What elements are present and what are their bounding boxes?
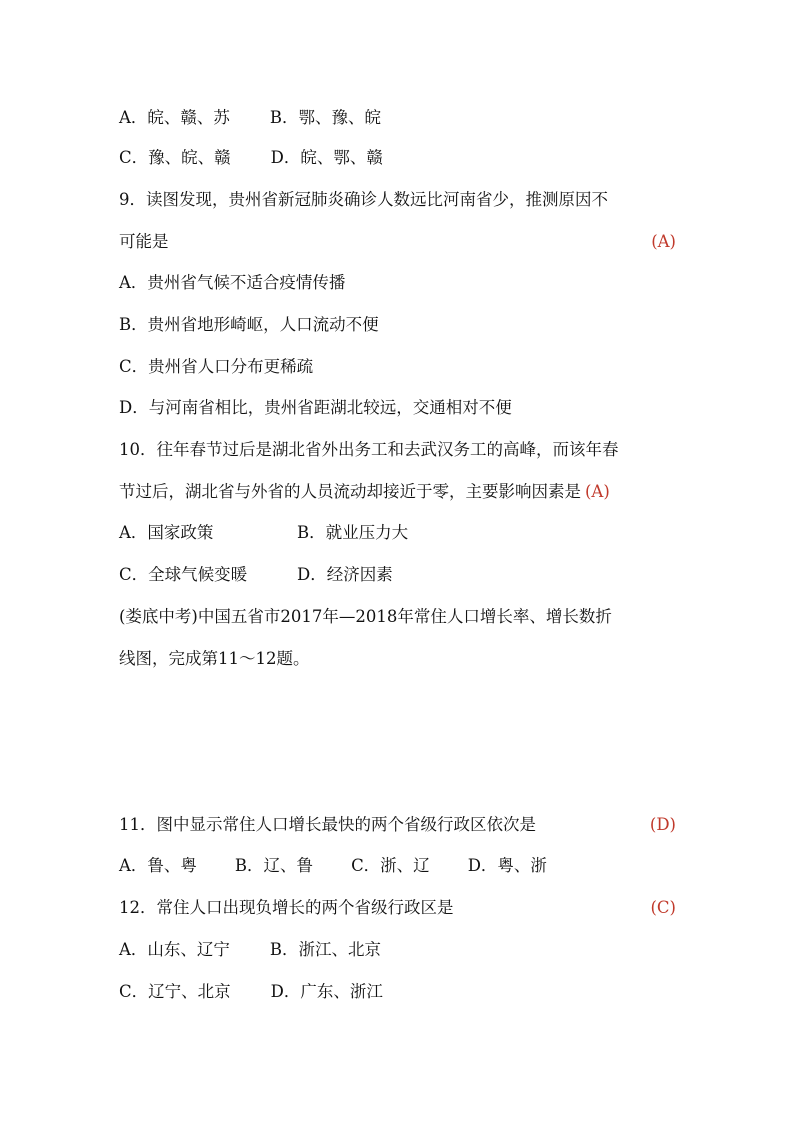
q12-option-d: D．广东、浙江 [270,982,383,1001]
q12-option-a: A．山东、辽宁 [119,940,230,959]
q11-stem-text: 11．图中显示常住人口增长最快的两个省级行政区依次是 [119,815,536,834]
q10-option-a: A．国家政策 [119,523,214,542]
q10-stem-line-1: 10．往年春节过后是湖北省外出务工和去武汉务工的高峰，而该年春 [119,440,619,459]
q9-stem-line-2 [119,231,676,253]
q10-option-c: C．全球气候变暖 [119,565,248,584]
intro-line-1: (娄底中考)中国五省市2017年—2018年常住人口增长率、增长数折 [119,607,612,626]
q12-option-c: C．辽宁、北京 [119,982,231,1001]
q8-options-row-2 [119,147,676,169]
q8-option-b: B．鄂、豫、皖 [269,108,382,127]
q8-options-row-1 [119,107,676,129]
q8-option-d: D．皖、鄂、赣 [270,148,383,167]
q12-options-row-2 [119,981,676,1003]
q10-option-d: D．经济因素 [297,565,393,584]
q10-option-b: B．就业压力大 [297,523,409,542]
q12-stem-text: 12．常住人口出现负增长的两个省级行政区是 [119,898,454,917]
q11-option-b: B．辽、鲁 [234,856,314,875]
q11-answer: (D) [649,815,676,834]
q9-option-b: B．贵州省地形崎岖，人口流动不便 [119,315,379,334]
q10-options-row-1 [119,522,676,544]
q11-option-c: C．浙、辽 [351,856,430,875]
intro-line-2: 线图，完成第11～12题。 [119,649,310,668]
q10-answer: (A) [585,482,610,501]
q9-stem-text: 可能是 [119,232,169,251]
q9-answer: (A) [651,232,676,251]
q9-option-d: D．与河南省相比，贵州省距湖北较远，交通相对不便 [119,398,512,417]
q10-options-row-2 [119,564,676,586]
q11-option-d: D．粤、浙 [467,856,547,875]
q9-stem-line-1: 9．读图发现，贵州省新冠肺炎确诊人数远比河南省少，推测原因不 [119,190,608,209]
q12-option-b: B．浙江、北京 [269,940,382,959]
q12-options-row-1 [119,939,676,961]
q9-option-c: C．贵州省人口分布更稀疏 [119,357,314,376]
q10-stem-text: 节过后，湖北省与外省的人员流动却接近于零，主要影响因素是 [119,482,581,501]
q11-options-row [119,855,676,877]
q8-option-c: C．豫、皖、赣 [119,148,231,167]
q12-stem [119,897,676,919]
q8-option-a: A．皖、赣、苏 [119,108,230,127]
q11-option-a: A．鲁、粤 [119,856,197,875]
q10-stem-line-2 [119,481,676,503]
q12-answer: (C) [650,898,676,917]
q9-option-a: A．贵州省气候不适合疫情传播 [119,273,346,292]
q11-stem [119,814,676,836]
